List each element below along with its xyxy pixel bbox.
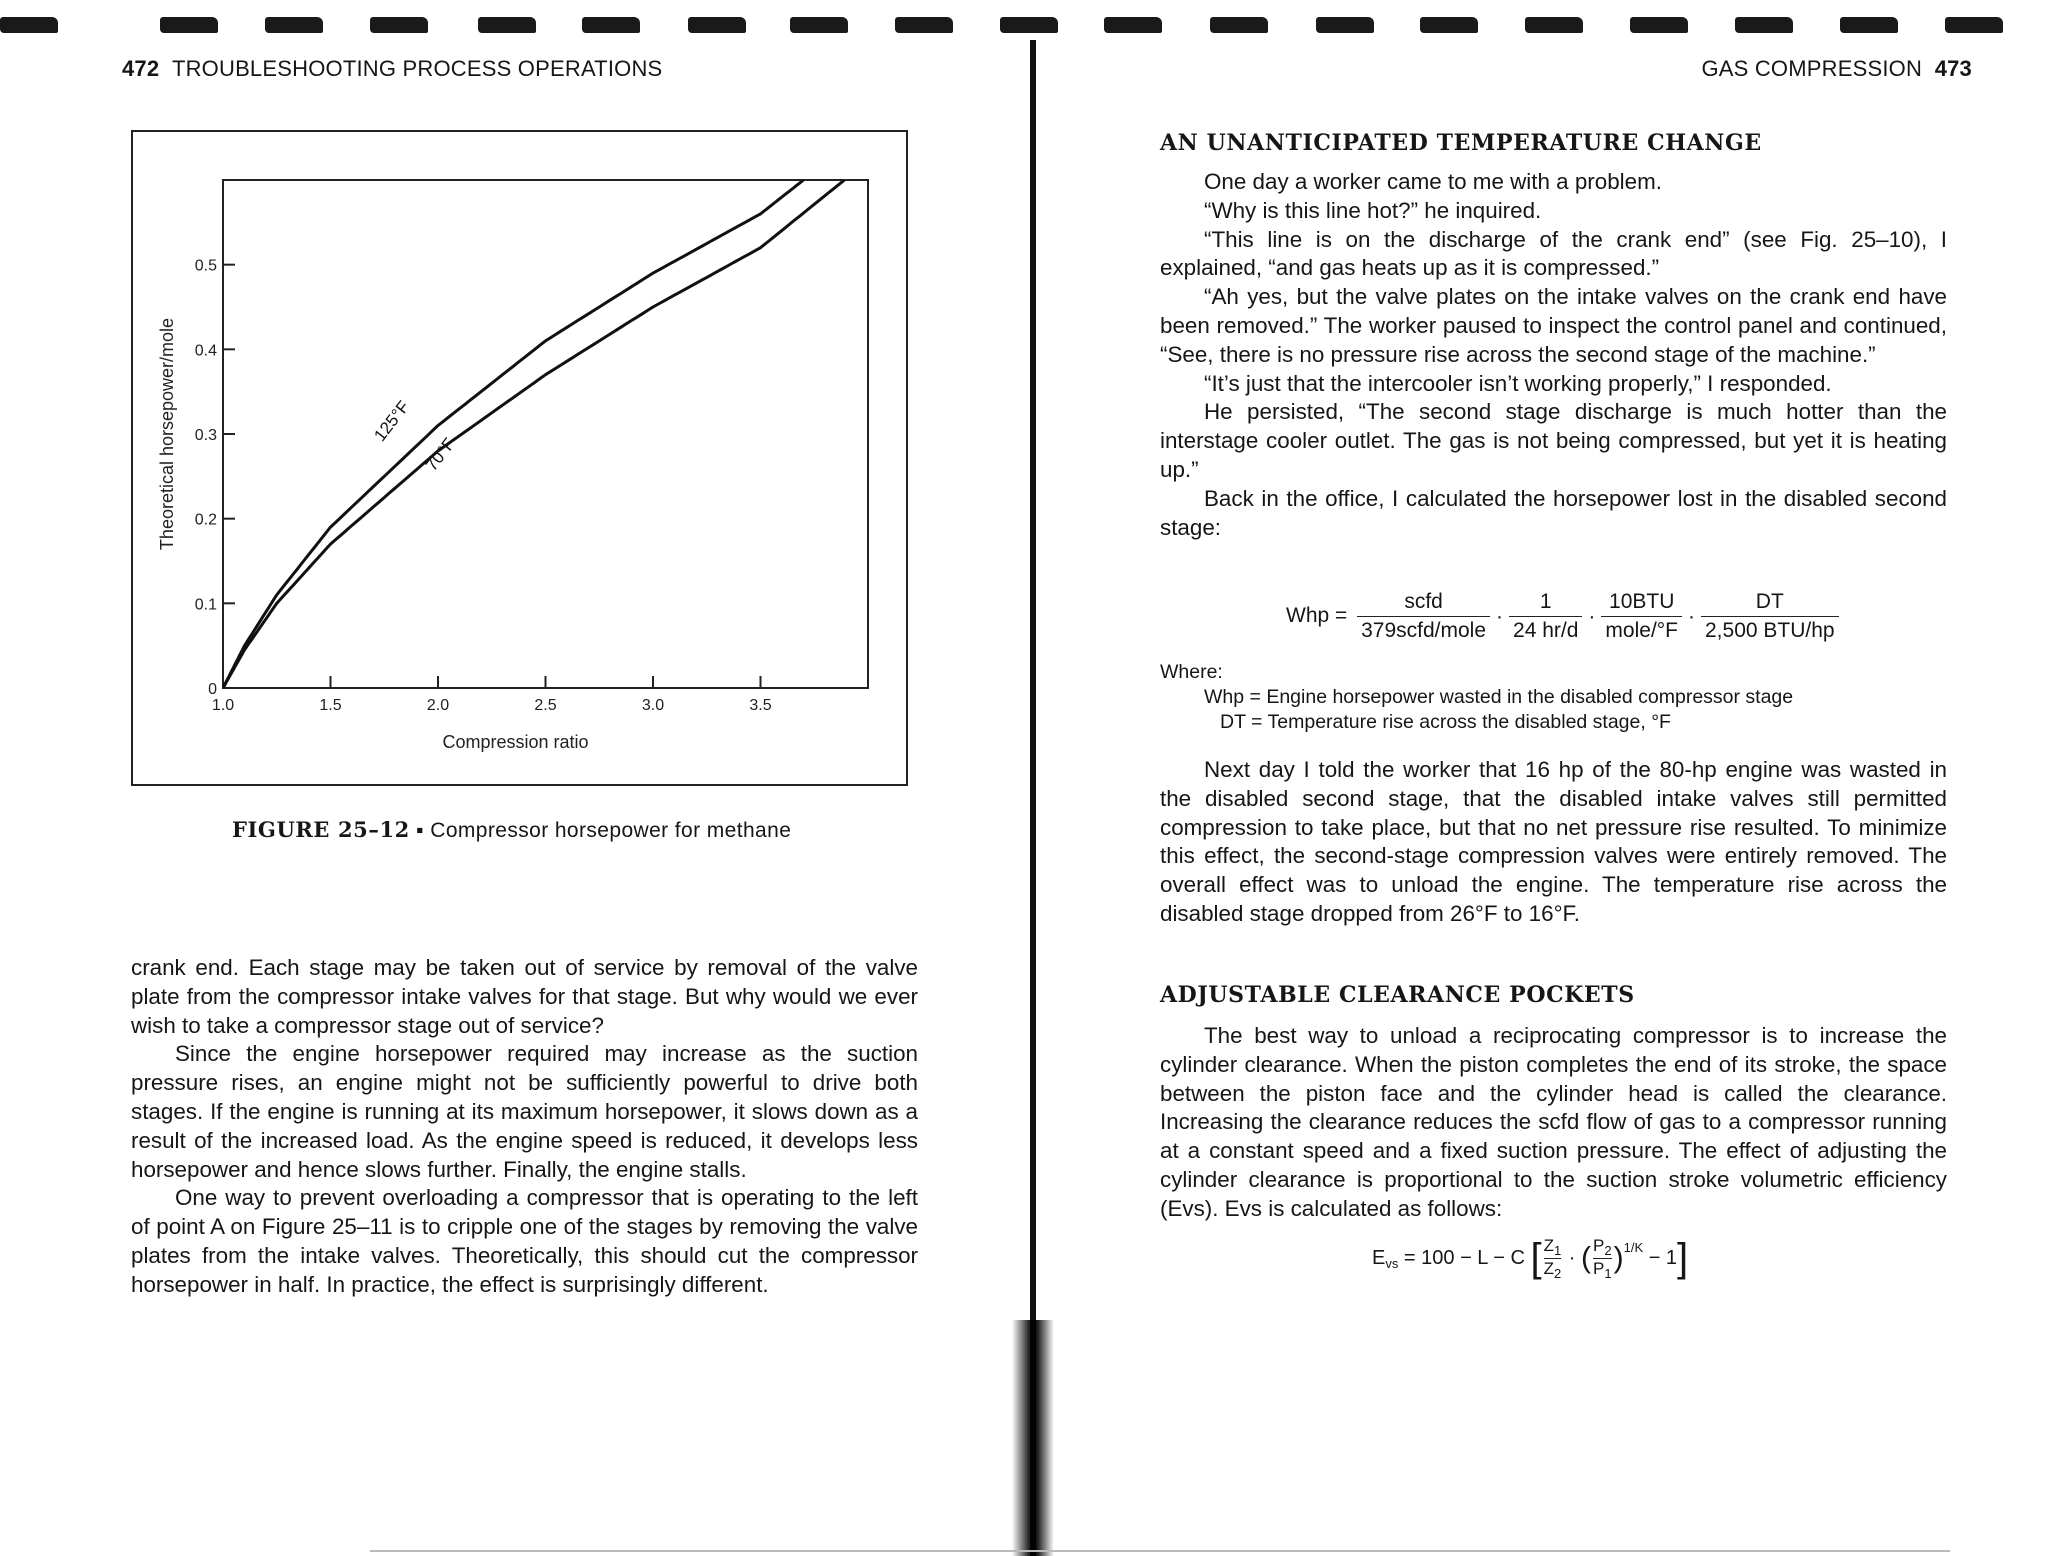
formula-lhs: Whp = [1286, 604, 1348, 628]
paragraph: Since the engine horsepower required may increase as the suction pressure rises, an engine might not be sufficiently powerful to drive both stages. If the engine is running at its maximum horsepower, it slows down as a result of the increased load. As the engine speed is reduced, it develops less horsepower and hence slows further. Finally, the engine stalls. [131, 1041, 918, 1182]
multiply-dot: · [1588, 604, 1596, 628]
evs-subscript: vs [1385, 1255, 1399, 1271]
binding-hole [1316, 17, 1374, 33]
x-tick-label: 3.0 [641, 697, 665, 714]
figure-25-12 [131, 130, 908, 786]
paragraph: The best way to unload a reciprocating compressor is to increase the cylinder clearance. When the piston completes the end of its stroke, the space between the piston face and the cylinder head is called the clearance. Increasing the clearance reduces the scfd flow of gas to a compressor running at a constant speed and a fixed suction pressure. The effect of adjusting the cylinder clearance is proportional to the suction stroke volumetric efficiency (Evs). Evs is calculated as follows: [1160, 1023, 1947, 1221]
x-tick-label: 1.0 [211, 697, 235, 714]
close-bracket: ] [1677, 1236, 1689, 1280]
p1: P [1593, 1259, 1605, 1278]
figure-label: FIGURE 25–12 [232, 817, 410, 842]
y-tick-label: 0.2 [194, 511, 217, 529]
paragraph: One day a worker came to me with a problem. [1204, 169, 1662, 194]
left-page-number: 472 [122, 56, 160, 81]
binding-hole [790, 17, 848, 33]
z2: Z [1543, 1259, 1554, 1278]
y-axis-label: Theoretical horsepower/mole [157, 317, 177, 551]
p2: P [1593, 1236, 1605, 1255]
binding-hole [1840, 17, 1898, 33]
paragraph: “Ah yes, but the valve plates on the intake valves on the crank end have been removed.” The worker paused to inspect the control panel and continued, “See, there is no pressure rise across the second stage of the machine.” [1160, 284, 1947, 367]
numerator: scfd [1357, 590, 1490, 617]
binding-hole [265, 17, 323, 33]
evs-tail: − 1 [1648, 1246, 1678, 1269]
denominator: mole/°F [1605, 619, 1678, 642]
plot-area [223, 180, 868, 688]
section-title: ADJUSTABLE CLEARANCE POCKETS [1160, 982, 1635, 1008]
binding-hole [370, 17, 428, 33]
paragraph: One way to prevent overloading a compressor that is operating to the left of point A on Figure 25–11 is to cripple one of the stages by removing the valve plates from the intake valves. Theoretically, this should cut the compressor horsepower in half. In practice, the effect is surprisingly different. [131, 1185, 918, 1297]
binding-hole [160, 17, 218, 33]
denominator: 24 hr/d [1513, 619, 1579, 642]
series-label: 125°F [370, 397, 414, 445]
paragraph: He persisted, “The second stage discharge is much hotter than the interstage cooler outlet. The gas is not being compressed, but yet it is heating up.” [1160, 399, 1947, 482]
series-line [223, 180, 804, 688]
multiply-dot: · [1568, 1246, 1576, 1269]
paragraph: crank end. Each stage may be taken out of service by removal of the valve plate from the compressor intake valves for that stage. But why would we ever wish to take a compressor stage out of service? [131, 955, 918, 1038]
x-tick-label: 2.5 [534, 697, 557, 714]
close-paren: ) [1613, 1241, 1624, 1275]
numerator [1544, 1236, 1562, 1259]
fraction [1601, 590, 1682, 643]
left-running-title: TROUBLESHOOTING PROCESS OPERATIONS [171, 56, 663, 81]
paragraph: Back in the office, I calculated the horsepower lost in the disabled second stage: [1160, 485, 1947, 540]
binding-hole [1000, 17, 1058, 33]
open-paren: ( [1581, 1241, 1592, 1275]
binding-hole [1420, 17, 1478, 33]
evs-expression: = 100 − L − C [1403, 1246, 1525, 1269]
binding-hole [1735, 17, 1793, 33]
binding-hole [0, 17, 58, 33]
right-page-number: 473 [1934, 56, 1972, 81]
denominator [1543, 1259, 1562, 1281]
p2-subscript: 2 [1604, 1243, 1612, 1258]
binding-hole [1210, 17, 1268, 33]
y-tick-label: 0.1 [194, 596, 217, 614]
denominator [1593, 1259, 1612, 1281]
paragraph: “Why is this line hot?” he inquired. [1204, 197, 1542, 223]
right-running-head [1701, 56, 1972, 82]
figure-caption-text: Compressor horsepower for methane [430, 819, 792, 842]
binding-hole [688, 17, 746, 33]
fraction [1509, 590, 1582, 643]
y-tick-label: 0.3 [194, 427, 217, 444]
fraction [1357, 590, 1490, 643]
right-running-title: GAS COMPRESSION [1701, 56, 1923, 81]
left-running-head [122, 56, 662, 82]
paragraph: “This line is on the discharge of the crank end” (see Fig. 25–10), I explained, “and gas heats up as it is compressed.” [1160, 226, 1947, 281]
numerator [1593, 1236, 1612, 1259]
numerator: 10BTU [1601, 590, 1682, 617]
y-tick-label: 0.5 [194, 257, 217, 275]
where-definitions [1160, 660, 1793, 735]
figure-caption [232, 817, 791, 843]
denominator: 2,500 BTU/hp [1705, 619, 1835, 642]
binding-hole [1630, 17, 1688, 33]
z1-subscript: 1 [1554, 1243, 1562, 1258]
binding-hole [1104, 17, 1162, 33]
z2-subscript: 2 [1554, 1266, 1562, 1281]
y-tick-label: 0 [208, 681, 217, 698]
numerator: 1 [1509, 590, 1582, 617]
series-label: 70°F [421, 434, 460, 475]
y-tick-label: 0.4 [194, 342, 217, 360]
denominator: 379scfd/mole [1361, 619, 1487, 642]
section1-closing [1160, 756, 1947, 929]
spiral-binding [0, 0, 2048, 34]
section2-body [1160, 1022, 1947, 1224]
spine-shadow [1012, 1320, 1054, 1556]
horsepower-chart [133, 132, 906, 784]
binding-hole [895, 17, 953, 33]
definition: Whp = Engine horsepower wasted in the disabled compressor stage [1204, 686, 1794, 708]
p-ratio [1593, 1236, 1612, 1281]
evs-symbol: E [1372, 1246, 1386, 1269]
p1-subscript: 1 [1604, 1266, 1612, 1281]
exponent: 1/K [1623, 1239, 1644, 1255]
multiply-dot: · [1496, 604, 1504, 628]
evs-formula [1372, 1236, 1688, 1281]
paragraph: “It’s just that the intercooler isn’t working properly,” I responded. [1204, 370, 1832, 396]
page-bottom-edge [370, 1550, 1950, 1552]
multiply-dot: · [1688, 604, 1695, 628]
binding-hole [1945, 17, 2003, 33]
binding-hole [478, 17, 536, 33]
whp-formula [1286, 590, 1843, 643]
x-tick-label: 3.5 [749, 697, 772, 714]
fraction [1701, 590, 1839, 643]
binding-hole [1525, 17, 1583, 33]
where-label: Where: [1160, 661, 1223, 683]
open-bracket: [ [1530, 1236, 1542, 1280]
paragraph: Next day I told the worker that 16 hp of the 80-hp engine was wasted in the disabled second stage, that the disabled intake valves still permitted compression to take place, but that no net pressure rise resulted. To minimize this effect, the second-stage compression valves were entirely removed. The overall effect was to unload the engine. The temperature rise across the disabled stage dropped from 26°F to 16°F. [1160, 757, 1947, 926]
section-title: AN UNANTICIPATED TEMPERATURE CHANGE [1160, 130, 1762, 156]
x-axis-label: Compression ratio [442, 732, 589, 752]
binding-hole [582, 17, 640, 33]
series-line [223, 180, 844, 688]
numerator: DT [1701, 590, 1839, 617]
z1: Z [1543, 1236, 1554, 1255]
z-ratio [1544, 1236, 1562, 1281]
left-body-text [131, 954, 918, 1300]
x-tick-label: 2.0 [426, 697, 450, 714]
x-tick-label: 1.5 [319, 697, 342, 714]
figure-caption-separator: ▪ [416, 819, 431, 842]
definition: DT = Temperature rise across the disabled stage, °F [1220, 711, 1671, 733]
section1-body [1160, 168, 1947, 542]
